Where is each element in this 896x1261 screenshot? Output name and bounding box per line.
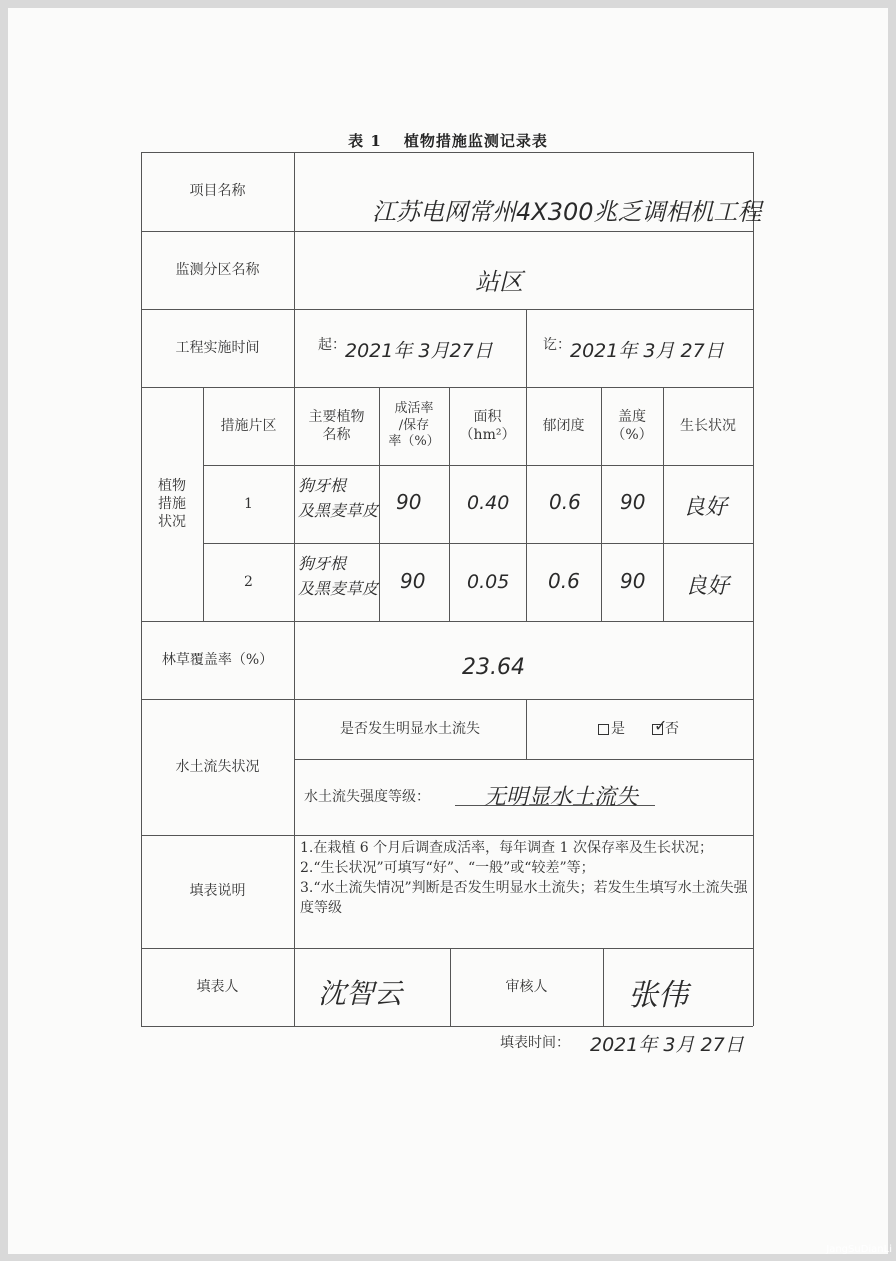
header-canopy: 郁闭度 <box>542 417 585 434</box>
start-prefix: 起： <box>318 337 346 353</box>
label-zone-name: 监测分区名称 <box>175 261 260 278</box>
filler-signature: 沈智云 <box>318 977 403 1010</box>
row1-coverage: 90 <box>620 490 646 514</box>
checkbox-yes <box>598 724 609 735</box>
zone-name-value: 站区 <box>475 268 523 296</box>
header-patch: 措施片区 <box>220 417 277 434</box>
row1-survival: 90 <box>396 490 422 514</box>
start-date-value: 2021年 3月27日 <box>345 340 493 362</box>
caption-number: 表 1 <box>348 132 382 150</box>
header-survival: 成活率 /保存 率（%） <box>388 400 440 450</box>
label-fill-note: 填表说明 <box>189 883 246 900</box>
reviewer-signature: 张伟 <box>628 978 688 1013</box>
option-no-label: 否 <box>665 721 679 737</box>
table-caption <box>0 130 896 151</box>
option-no <box>652 715 679 738</box>
row2-survival: 90 <box>400 569 426 593</box>
end-date-value: 2021年 3月 27日 <box>570 340 724 362</box>
label-project-name: 项目名称 <box>189 183 246 200</box>
row1-plant: 狗牙根 及黑麦草皮 <box>298 476 379 520</box>
fill-date-value: 2021年 3月 27日 <box>590 1034 744 1056</box>
header-coverage: 盖度 （%） <box>611 408 653 443</box>
label-soil-loss-status: 水土流失状况 <box>175 758 260 775</box>
row1-area: 0.40 <box>467 492 510 514</box>
fill-time-label: 填表时间： <box>500 1035 570 1051</box>
checkbox-no <box>652 715 668 735</box>
intensity-value: 无明显水土流失 <box>484 785 639 810</box>
row2-coverage: 90 <box>620 569 646 593</box>
header-growth: 生长状况 <box>680 417 736 434</box>
intensity-label: 水土流失强度等级： <box>304 789 430 805</box>
header-area: 面积 （hm²） <box>459 408 516 443</box>
forest-cover-value: 23.64 <box>462 655 525 680</box>
project-name-value: 江苏电网常州4X300兆乏调相机工程 <box>372 198 762 226</box>
watermark: JangSuDianLi <box>826 1244 892 1255</box>
header-plant: 主要植物 名称 <box>308 408 365 443</box>
row2-patch: 2 <box>244 573 253 590</box>
row1-growth: 良好 <box>683 495 728 520</box>
label-veg-status: 植物 措施 状况 <box>158 477 186 531</box>
caption-title: 植物措施监测记录表 <box>403 132 548 150</box>
note-1: 1.在栽植 6 个月后调查成活率，每年调查 1 次保存率及生长状况； <box>300 840 713 856</box>
row1-canopy: 0.6 <box>549 490 581 514</box>
row2-canopy: 0.6 <box>548 569 580 593</box>
soil-loss-question: 是否发生明显水土流失 <box>340 720 480 737</box>
label-reviewer: 审核人 <box>505 978 548 995</box>
row1-patch: 1 <box>244 495 253 512</box>
note-3: 3.“水土流失情况”判断是否发生明显水土流失；若发生生填写水土流失强度等级 <box>300 880 748 916</box>
checkmark-icon: ✓ <box>654 715 668 735</box>
label-filler: 填表人 <box>196 978 239 995</box>
end-prefix: 讫： <box>543 337 571 353</box>
row2-plant: 狗牙根 及黑麦草皮 <box>298 554 379 598</box>
label-impl-time: 工程实施时间 <box>175 339 260 356</box>
option-yes-label: 是 <box>611 721 625 737</box>
row2-area: 0.05 <box>467 571 510 593</box>
option-yes <box>598 720 625 738</box>
row2-growth: 良好 <box>685 574 730 599</box>
note-2: 2.“生长状况”可填写“好”、“一般”或“较差”等； <box>300 860 595 876</box>
fill-notes <box>300 838 752 918</box>
label-forest-cover: 林草覆盖率（%） <box>161 651 274 668</box>
